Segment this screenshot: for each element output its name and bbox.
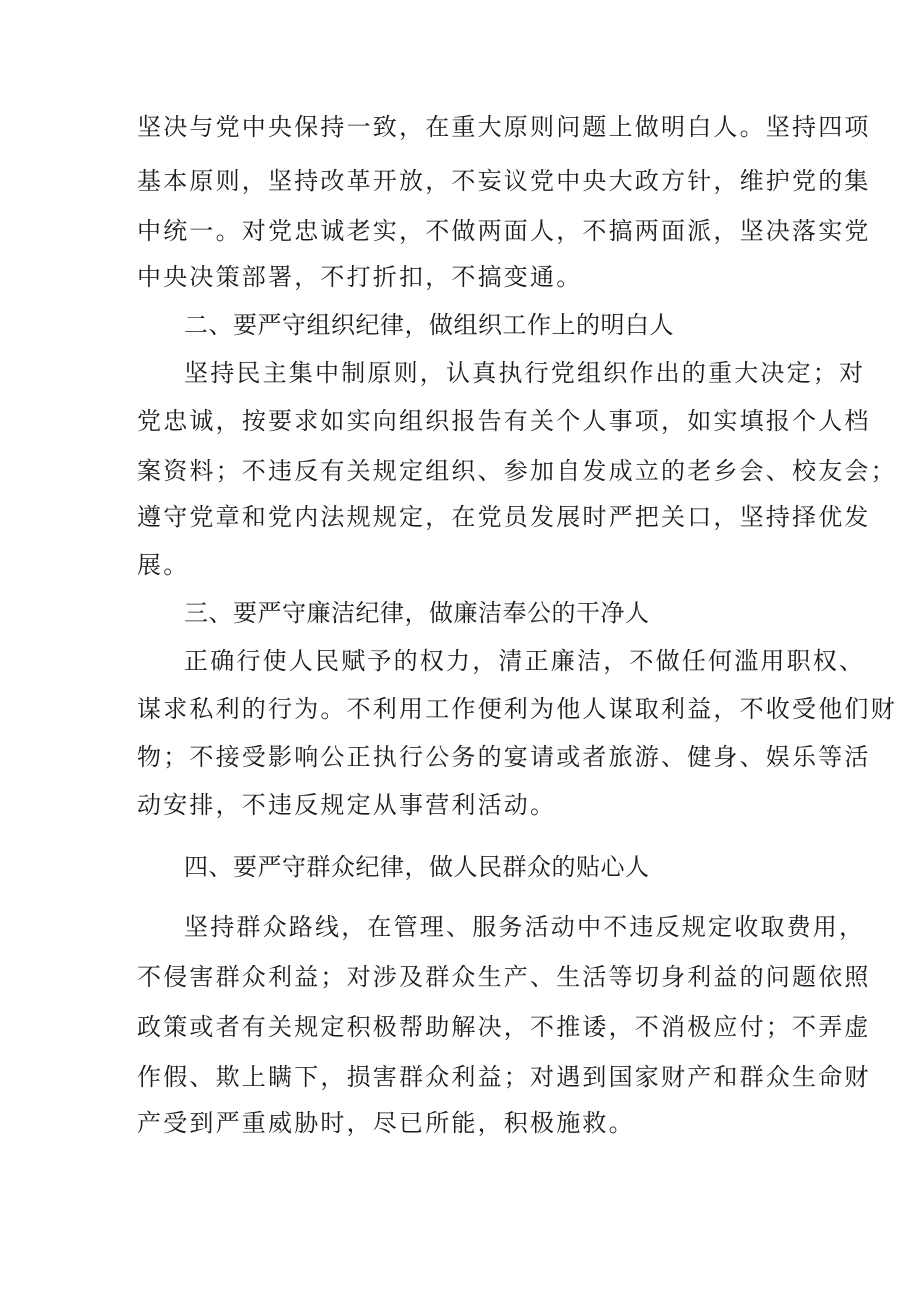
paragraph-line: 正确行使人民赋予的权力，清正廉洁，不做任何滥用职权、 xyxy=(184,647,866,675)
section-heading: 二、要严守组织纪律，做组织工作上的明白人 xyxy=(184,311,674,339)
paragraph-line: 动安排，不违反规定从事营利活动。 xyxy=(137,791,557,819)
paragraph-line: 坚决与党中央保持一致，在重大原则问题上做明白人。坚持四项 xyxy=(137,113,871,141)
paragraph-line: 政策或者有关规定积极帮助解决，不推诿，不消极应付；不弄虚 xyxy=(137,1013,871,1041)
paragraph-line: 产受到严重威胁时，尽已所能，积极施救。 xyxy=(137,1109,635,1137)
paragraph-line: 遵守党章和党内法规规定，在党员发展时严把关口，坚持择优发 xyxy=(137,503,871,531)
paragraph-line: 中央决策部署，不打折扣，不搞变通。 xyxy=(137,263,583,291)
paragraph-line: 基本原则，坚持改革开放，不妄议党中央大政方针，维护党的集 xyxy=(137,167,871,195)
paragraph-line: 案资料；不违反有关规定组织、参加自发成立的老乡会、校友会； xyxy=(137,457,897,485)
paragraph-line: 物；不接受影响公正执行公务的宴请或者旅游、健身、娱乐等活 xyxy=(137,743,871,771)
paragraph-line: 展。 xyxy=(137,551,190,579)
paragraph-line: 坚持民主集中制原则，认真执行党组织作出的重大决定；对 xyxy=(184,359,866,387)
paragraph-line: 坚持群众路线，在管理、服务活动中不违反规定收取费用， xyxy=(184,913,866,941)
paragraph-line: 作假、欺上瞒下，损害群众利益；对遇到国家财产和群众生命财 xyxy=(137,1063,871,1091)
paragraph-line: 谋求私利的行为。不利用工作便利为他人谋取利益，不收受他们财 xyxy=(137,695,897,723)
section-heading: 四、要严守群众纪律，做人民群众的贴心人 xyxy=(184,853,650,881)
paragraph-line: 中统一。对党忠诚老实，不做两面人，不搞两面派，坚决落实党 xyxy=(137,217,871,245)
section-heading: 三、要严守廉洁纪律，做廉洁奉公的干净人 xyxy=(184,599,650,627)
paragraph-line: 不侵害群众利益；对涉及群众生产、生活等切身利益的问题依照 xyxy=(137,963,871,991)
paragraph-line: 党忠诚，按要求如实向组织报告有关个人事项，如实填报个人档 xyxy=(137,407,871,435)
